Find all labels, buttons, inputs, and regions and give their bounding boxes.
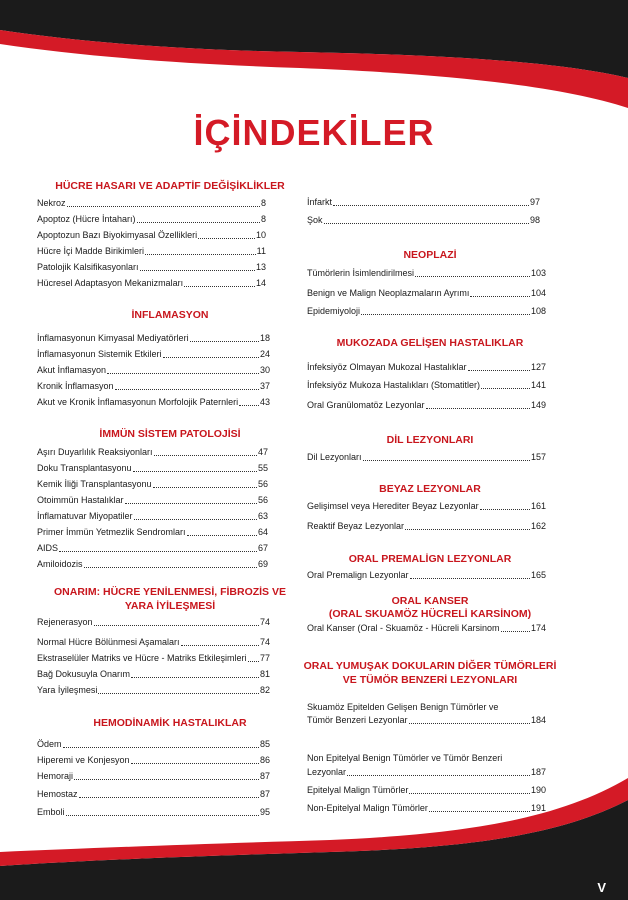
section-heading: BEYAZ LEZYONLAR	[379, 483, 481, 495]
toc-entry[interactable]: Lezyonlar 187	[307, 767, 546, 777]
toc-entry[interactable]: Yara İyileşmesi 82	[37, 685, 270, 695]
section-heading-line2: VE TÜMÖR BENZERİ LEZYONLARI	[342, 674, 518, 686]
toc-entry[interactable]: İnflamasyonun Kimyasal Mediyatörleri 18	[37, 333, 270, 343]
section-heading: ORAL YUMUŞAK DOKULARIN DİĞER TÜMÖRLERİ	[303, 660, 557, 672]
toc-entry[interactable]: Tümörlerin İsimlendirilmesi 103	[307, 268, 546, 278]
section-heading: İMMÜN SİSTEM PATOLOJİSİ	[99, 428, 241, 440]
page-title: İÇİNDEKİLER	[193, 112, 435, 153]
toc-entry[interactable]: İnflamatuvar Miyopatiler 63	[37, 511, 268, 521]
toc-entry[interactable]: Rejenerasyon 74	[37, 617, 270, 627]
toc-entry[interactable]: Doku Transplantasyonu 55	[37, 463, 268, 473]
toc-entry[interactable]: AIDS 67	[37, 543, 268, 553]
section-heading-line2: (ORAL SKUAMÖZ HÜCRELİ KARSİNOM)	[328, 608, 532, 620]
toc-entry[interactable]: Hücresel Adaptasyon Mekanizmaları 14	[37, 278, 266, 288]
toc-entry[interactable]: Hücre İçi Madde Birikimleri 11	[37, 246, 266, 256]
toc-entry[interactable]: Oral Granülomatöz Lezyonlar 149	[307, 400, 546, 410]
toc-entry[interactable]: Oral Premalign Lezyonlar 165	[307, 570, 546, 580]
toc-entry[interactable]: Oral Kanser (Oral - Skuamöz - Hücreli Karsinom 174	[307, 623, 546, 633]
toc-entry[interactable]: Hemoraji 87	[37, 771, 270, 781]
section-heading: ORAL KANSER	[391, 595, 469, 607]
toc-entry[interactable]: Patolojik Kalsifikasyonları 13	[37, 262, 266, 272]
toc-entry[interactable]: Apoptoz (Hücre İntaharı) 8	[37, 214, 266, 224]
toc-entry[interactable]: Ekstraselüler Matriks ve Hücre - Matriks Etkileşimleri 77	[37, 653, 270, 663]
section-heading: NEOPLAZİ	[403, 249, 457, 261]
section-heading: ORAL PREMALİGN LEZYONLAR	[348, 553, 512, 565]
toc-entry[interactable]: Bağ Dokusuyla Onarım 81	[37, 669, 270, 679]
toc-entry[interactable]: İnfeksiyöz Mukoza Hastalıkları (Stomatitler) 141	[307, 380, 546, 390]
toc-entry[interactable]: Amiloidozis 69	[37, 559, 268, 569]
toc-entry[interactable]: Epidemiyoloji 108	[307, 306, 546, 316]
toc-entry[interactable]: İnflamasyonun Sistemik Etkileri 24	[37, 349, 270, 359]
toc-entry[interactable]: Primer İmmün Yetmezlik Sendromları 64	[37, 527, 268, 537]
toc-entry[interactable]: Tümör Benzeri Lezyonlar 184	[307, 715, 546, 725]
section-heading: İNFLAMASYON	[131, 309, 209, 321]
section-heading: DİL LEZYONLARI	[386, 434, 474, 446]
toc-entry[interactable]: Apoptozun Bazı Biyokimyasal Özellikleri 10	[37, 230, 266, 240]
toc-entry[interactable]: Hemostaz 87	[37, 789, 270, 799]
toc-entry[interactable]: Benign ve Malign Neoplazmaların Ayrımı 104	[307, 288, 546, 298]
section-heading: MUKOZADA GELİŞEN HASTALIKLAR	[336, 337, 524, 349]
toc-entry[interactable]: Akut ve Kronik İnflamasyonun Morfolojik Paternleri 43	[37, 397, 270, 407]
section-heading-line2: YARA İYİLEŞMESİ	[124, 600, 216, 612]
section-heading: HEMODİNAMİK HASTALIKLAR	[93, 717, 247, 729]
toc-entry[interactable]: Aşırı Duyarlılık Reaksiyonları 47	[37, 447, 268, 457]
toc-entry-line1: Skuamöz Epitelden Gelişen Benign Tümörler ve	[307, 702, 499, 712]
toc-entry[interactable]: Şok 98	[307, 215, 540, 225]
section-heading: ONARIM: HÜCRE YENİLENMESİ, FİBROZİS VE	[54, 586, 286, 598]
toc-entry[interactable]: Kronik İnflamasyon 37	[37, 381, 270, 391]
toc-entry[interactable]: Kemik İliği Transplantasyonu 56	[37, 479, 268, 489]
section-heading: HÜCRE HASARI VE ADAPTİF DEĞİŞİKLİKLER	[55, 180, 285, 192]
page-number: V	[597, 880, 606, 895]
toc-entry[interactable]: Otoimmün Hastalıklar 56	[37, 495, 268, 505]
toc-entry[interactable]: Normal Hücre Bölünmesi Aşamaları 74	[37, 637, 270, 647]
toc-entry[interactable]: Non-Epitelyal Malign Tümörler 191	[307, 803, 546, 813]
toc-entry[interactable]: İnfeksiyöz Olmayan Mukozal Hastalıklar 127	[307, 362, 546, 372]
toc-entry[interactable]: Reaktif Beyaz Lezyonlar 162	[307, 521, 546, 531]
toc-entry[interactable]: Hiperemi ve Konjesyon 86	[37, 755, 270, 765]
toc-entry[interactable]: Akut İnflamasyon 30	[37, 365, 270, 375]
toc-entry-line1: Non Epitelyal Benign Tümörler ve Tümör Benzeri	[307, 753, 503, 763]
toc-entry[interactable]: Ödem 85	[37, 739, 270, 749]
toc-entry[interactable]: Emboli 95	[37, 807, 270, 817]
toc-entry[interactable]: Nekroz 8	[37, 198, 266, 208]
toc-entry[interactable]: İnfarkt 97	[307, 197, 540, 207]
toc-entry[interactable]: Epitelyal Malign Tümörler 190	[307, 785, 546, 795]
toc-entry[interactable]: Dil Lezyonları 157	[307, 452, 546, 462]
toc-entry[interactable]: Gelişimsel veya Herediter Beyaz Lezyonlar 161	[307, 501, 546, 511]
